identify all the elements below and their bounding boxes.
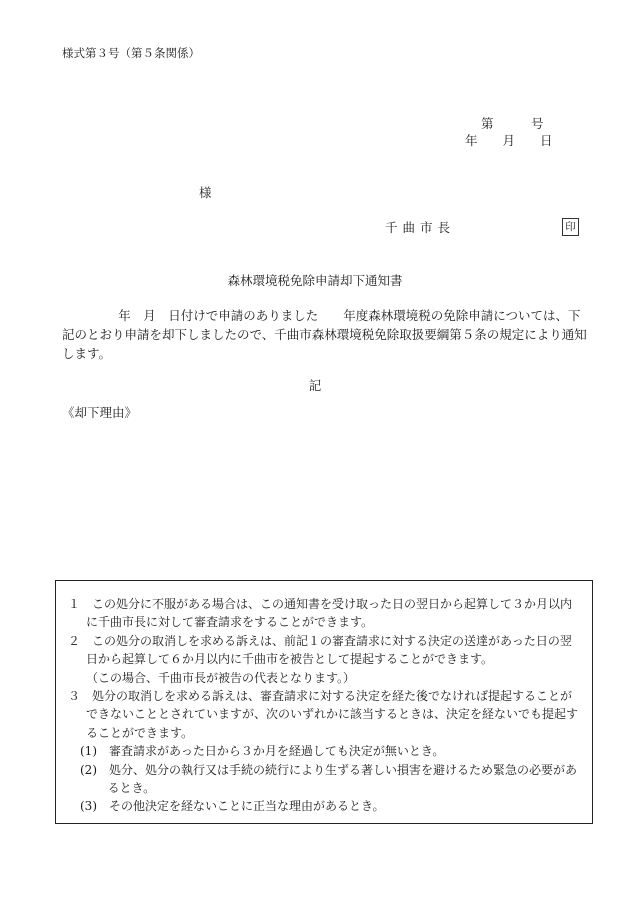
form-number: 様式第３号（第５条関係） bbox=[62, 46, 200, 60]
document-title: 森林環境税免除申請却下通知書 bbox=[227, 273, 403, 288]
notice-item-3: ３ 処分の取消しを求める訴えは、審査請求に対する決定を経た後でなければ提起することができないこととされていますが、次のいずれかに該当するときは、決定を経ないでも提起することができます。 bbox=[68, 689, 579, 740]
date-line: 年 月 日 bbox=[465, 133, 553, 148]
notice-sub-2: (2) 処分、処分の執行又は手続の続行により生ずる著しい損害を避けるため緊急の必要があるとき。 bbox=[80, 762, 578, 796]
body-text: 年 月 日付けで申請のありました 年度森林環境税の免除申請については、下記のとおり申請を却下しましたので、千曲市森林環境税免除取扱要綱第５条の規定により通知します。 bbox=[62, 308, 587, 361]
addressee-honorific: 様 bbox=[199, 185, 212, 200]
notice-item-2-note: （この場合、千曲市長が被告の代表となります。） bbox=[86, 670, 356, 685]
notice-sub-3: (3) その他決定を経ないことに正当な理由があるとき。 bbox=[80, 799, 385, 814]
body-paragraph bbox=[62, 306, 592, 363]
document-number-line: 第 号 bbox=[481, 116, 544, 131]
seal-box: 印 bbox=[562, 218, 579, 236]
issuer-mayor: 千曲市長 bbox=[385, 220, 456, 235]
notice-sub-1: (1) 審査請求があった日から３か月を経過しても決定が無いとき。 bbox=[80, 744, 445, 759]
rejection-reason-heading: 《却下理由》 bbox=[62, 405, 138, 420]
appeal-notice-box bbox=[55, 580, 593, 824]
notice-item-1: １ この処分に不服がある場合は、この通知書を受け取った日の翌日から起算して３か月以内に千曲市長に対して審査請求をすることができます。 bbox=[68, 597, 573, 630]
notice-item-2: ２ この処分の取消しを求める訴えは、前記１の審査請求に対する決定の送達があった日の翌日から起算して６か月以内に千曲市を被告として提起することができます。 bbox=[68, 633, 572, 667]
ki-marker: 記 bbox=[308, 378, 322, 393]
